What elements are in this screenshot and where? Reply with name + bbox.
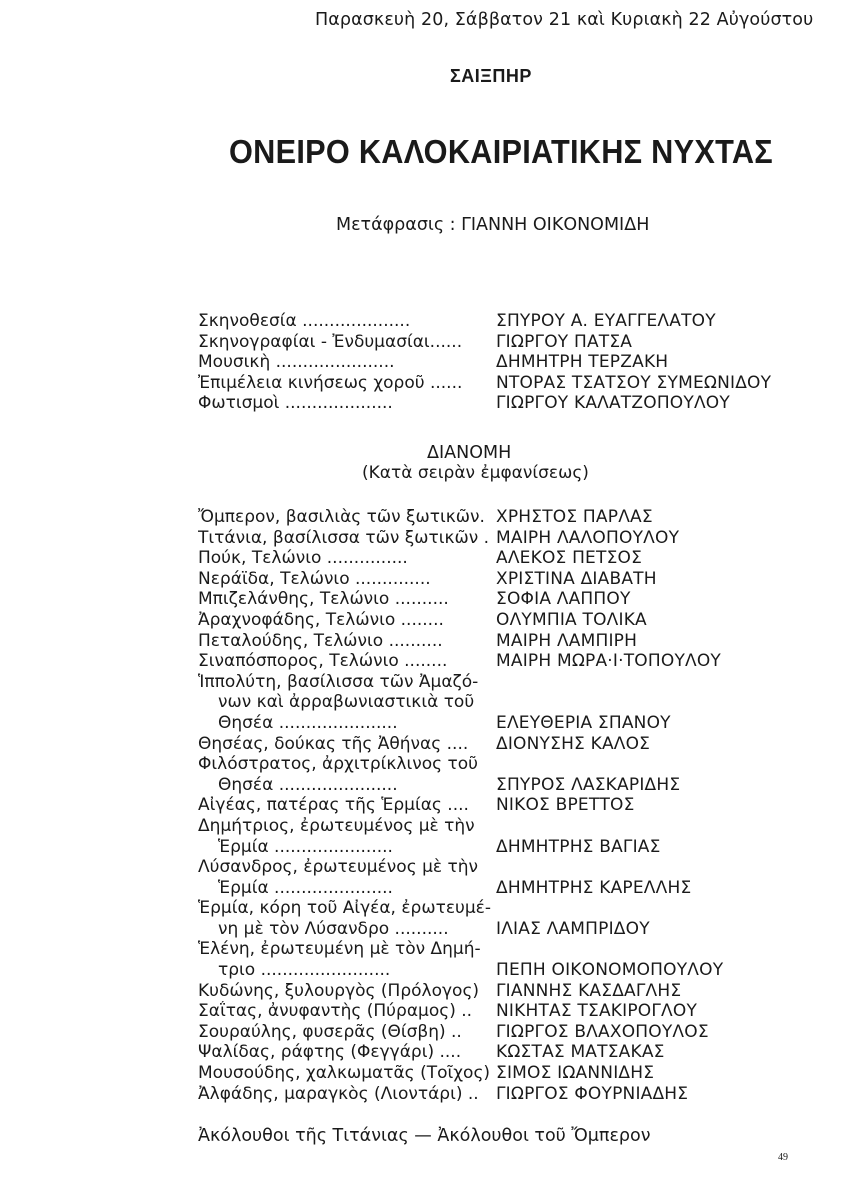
person-name: ΧΡΙΣΤΙΝΑ ΔΙΑΒΑΤΗ xyxy=(496,568,657,589)
cast-row xyxy=(198,548,818,569)
person-name: ΣΟΦΙΑ ΛΑΠΠΟΥ xyxy=(496,589,631,610)
cast-list xyxy=(198,507,818,1104)
cast-row xyxy=(198,878,818,899)
role-name: νη μὲ τὸν Λύσανδρο .......... xyxy=(218,918,449,939)
person-name: ΑΛΕΚΟΣ ΠΕΤΣΟΣ xyxy=(496,548,643,569)
cast-row xyxy=(198,898,818,919)
person-name: ΙΛΙΑΣ ΛΑΜΠΡΙΔΟΥ xyxy=(496,918,650,939)
cast-row xyxy=(198,837,818,858)
person-name: ΣΠΥΡΟΥ Α. ΕΥΑΓΓΕΛΑΤΟΥ xyxy=(496,311,716,331)
role-name: Ἑρμία, κόρη τοῦ Αἰγέα, ἐρωτευμέ- xyxy=(198,898,491,919)
role-name: τριο ........................ xyxy=(218,960,391,981)
cast-row xyxy=(198,631,818,652)
cast-row xyxy=(198,713,818,734)
role-name: Νεράϊδα, Τελώνιο .............. xyxy=(198,568,431,589)
cast-subheading: (Κατὰ σειρὰν ἐμφανίσεως) xyxy=(362,463,589,483)
role-name: Ἱππολύτη, βασίλισσα τῶν Ἀμαζό- xyxy=(198,671,479,692)
role-name: Ἐπιμέλεια κινήσεως χοροῦ ...... xyxy=(198,372,463,393)
cast-row xyxy=(198,960,818,981)
role-name: Σαΐτας, ἀνυφαντὴς (Πύραμος) .. xyxy=(198,1001,473,1022)
cast-row xyxy=(198,775,818,796)
role-name: Σιναπόσπορος, Τελώνιο ........ xyxy=(198,651,448,672)
role-name: νων καὶ ἀρραβωνιαστικιὰ τοῦ xyxy=(218,692,475,713)
credit-row xyxy=(198,352,818,373)
role-name: Λύσανδρος, ἐρωτευμένος μὲ τὴν xyxy=(198,857,478,878)
production-credits xyxy=(198,311,818,414)
role-name: Σκηνοθεσία .................... xyxy=(198,311,411,331)
role-name: Θησέα ...................... xyxy=(218,712,398,733)
person-name: ΝΤΟΡΑΣ ΤΣΑΤΣΟΥ ΣΥΜΕΩΝΙΔΟΥ xyxy=(496,372,772,393)
person-name: ΠΕΠΗ ΟΙΚΟΝΟΜΟΠΟΥΛΟΥ xyxy=(496,960,724,981)
person-name: ΔΗΜΗΤΡΗΣ ΚΑΡΕΛΛΗΣ xyxy=(496,877,692,898)
person-name: ΜΑΙΡΗ ΛΑΜΠΙΡΗ xyxy=(496,630,638,651)
credit-row xyxy=(198,311,818,332)
performance-dates: Παρασκευὴ 20, Σάββατον 21 καὶ Κυριακὴ 22 Αὐγούστου xyxy=(315,10,814,30)
cast-row xyxy=(198,857,818,878)
role-name: Ἑρμία ...................... xyxy=(218,836,393,857)
cast-row xyxy=(198,1063,818,1084)
cast-row xyxy=(198,672,818,693)
cast-row xyxy=(198,589,818,610)
person-name: ΓΙΩΡΓΟΥ ΚΑΛΑΤΖΟΠΟΥΛΟΥ xyxy=(496,393,730,413)
role-name: Τιτάνια, βασίλισσα τῶν ξωτικῶν . xyxy=(198,527,490,548)
cast-row xyxy=(198,610,818,631)
cast-row xyxy=(198,1022,818,1043)
translation-credit: Μετάφρασις : ΓΙΑΝΝΗ ΟΙΚΟΝΟΜΙΔΗ xyxy=(336,215,650,235)
role-name: Ἀραχνοφάδης, Τελώνιο ........ xyxy=(198,609,444,630)
cast-row xyxy=(198,1001,818,1022)
person-name: ΜΑΙΡΗ ΜΩΡΑ·Ι·ΤΟΠΟΥΛΟΥ xyxy=(496,651,722,672)
person-name: ΟΛΥΜΠΙΑ ΤΟΛΙΚΑ xyxy=(496,609,647,630)
person-name: ΝΙΚΟΣ ΒΡΕΤΤΟΣ xyxy=(496,795,635,816)
cast-row xyxy=(198,939,818,960)
role-name: Θησέα ...................... xyxy=(218,774,398,795)
credit-row xyxy=(198,332,818,353)
role-name: Πούκ, Τελώνιο ............... xyxy=(198,548,408,569)
person-name: ΓΙΩΡΓΟΥ ΠΑΤΣΑ xyxy=(496,331,633,352)
person-name: ΧΡΗΣΤΟΣ ΠΑΡΛΑΣ xyxy=(496,507,653,527)
person-name: ΔΗΜΗΤΡΗΣ ΒΑΓΙΑΣ xyxy=(496,836,661,857)
page-number: 49 xyxy=(778,1152,788,1163)
role-name: Σκηνογραφίαι - Ἐνδυμασίαι...... xyxy=(198,331,463,352)
cast-row xyxy=(198,651,818,672)
role-name: Ὄμπερον, βασιλιὰς τῶν ξωτικῶν. xyxy=(198,507,485,527)
cast-row xyxy=(198,1042,818,1063)
cast-row xyxy=(198,692,818,713)
role-name: Μουσούδης, χαλκωματᾶς (Τοῖχος) xyxy=(198,1063,491,1084)
role-name: Πεταλούδης, Τελώνιο .......... xyxy=(198,630,443,651)
role-name: Ἑλένη, ἐρωτευμένη μὲ τὸν Δημή- xyxy=(198,939,481,960)
role-name: Θησέας, δούκας τῆς Ἀθήνας .... xyxy=(198,733,469,754)
person-name: ΕΛΕΥΘΕΡΙΑ ΣΠΑΝΟΥ xyxy=(496,712,671,733)
cast-row xyxy=(198,569,818,590)
role-name: Αἰγέας, πατέρας τῆς Ἑρμίας .... xyxy=(198,795,469,816)
cast-row xyxy=(198,816,818,837)
role-name: Ἀλφάδης, μαραγκὸς (Λιοντάρι) .. xyxy=(198,1083,479,1104)
role-name: Ψαλίδας, ράφτης (Φεγγάρι) .... xyxy=(198,1042,462,1063)
person-name: ΣΠΥΡΟΣ ΛΑΣΚΑΡΙΔΗΣ xyxy=(496,774,681,795)
attendants-note: Ἀκόλουθοι τῆς Τιτάνιας — Ἀκόλουθοι τοῦ Ὄμπερον xyxy=(198,1126,651,1146)
role-name: Μουσικὴ ...................... xyxy=(198,352,395,372)
person-name: ΓΙΩΡΓΟΣ ΦΟΥΡΝΙΑΔΗΣ xyxy=(496,1083,689,1104)
person-name: ΓΙΩΡΓΟΣ ΒΛΑΧΟΠΟΥΛΟΣ xyxy=(496,1021,709,1042)
credit-row xyxy=(198,393,818,414)
cast-heading: ΔΙΑΝΟΜΗ xyxy=(427,443,512,463)
person-name: ΝΙΚΗΤΑΣ ΤΣΑΚΙΡΟΓΛΟΥ xyxy=(496,1001,698,1022)
cast-row xyxy=(198,528,818,549)
author-name: ΣΑΙΞΠΗΡ xyxy=(450,66,532,86)
play-title: ΟΝΕΙΡΟ ΚΑΛΟΚΑΙΡΙΑΤΙΚΗΣ ΝΥΧΤΑΣ xyxy=(229,133,774,170)
role-name: Σουραύλης, φυσερᾶς (Θίσβη) .. xyxy=(198,1021,462,1042)
cast-row xyxy=(198,507,818,528)
role-name: Δημήτριος, ἐρωτευμένος μὲ τὴν xyxy=(198,815,475,836)
cast-row xyxy=(198,919,818,940)
cast-row xyxy=(198,795,818,816)
role-name: Φιλόστρατος, ἀρχιτρίκλινος τοῦ xyxy=(198,754,478,775)
person-name: ΓΙΑΝΝΗΣ ΚΑΣΔΑΓΛΗΣ xyxy=(496,980,682,1001)
person-name: ΔΗΜΗΤΡΗ ΤΕΡΖΑΚΗ xyxy=(496,352,669,372)
role-name: Ἑρμία ...................... xyxy=(218,877,393,898)
person-name: ΣΙΜΟΣ ΙΩΑΝΝΙΔΗΣ xyxy=(496,1063,655,1084)
role-name: Φωτισμοὶ .................... xyxy=(198,393,393,413)
credit-row xyxy=(198,373,818,394)
cast-row xyxy=(198,754,818,775)
person-name: ΔΙΟΝΥΣΗΣ ΚΑΛΟΣ xyxy=(496,733,651,754)
role-name: Κυδώνης, ξυλουργὸς (Πρόλογος) xyxy=(198,980,480,1001)
role-name: Μπιζελάνθης, Τελώνιο .......... xyxy=(198,589,449,610)
cast-row xyxy=(198,1084,818,1105)
cast-row xyxy=(198,734,818,755)
person-name: ΜΑΙΡΗ ΛΑΛΟΠΟΥΛΟΥ xyxy=(496,527,680,548)
cast-row xyxy=(198,981,818,1002)
person-name: ΚΩΣΤΑΣ ΜΑΤΣΑΚΑΣ xyxy=(496,1042,665,1063)
